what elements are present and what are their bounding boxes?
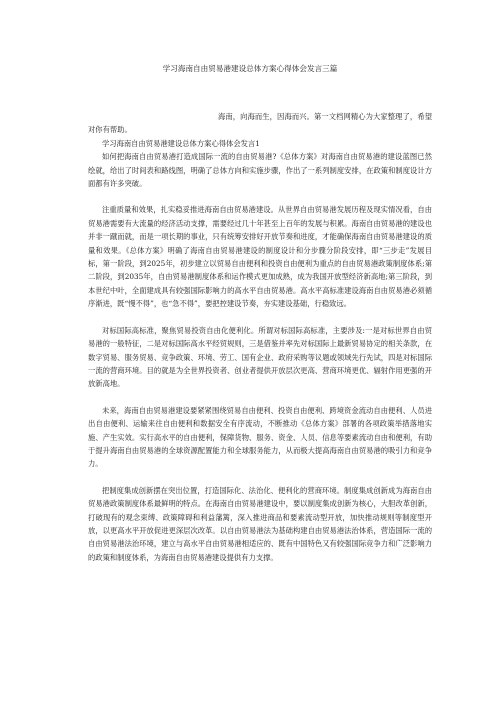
document-title: 学习海南自由贸易港建设总体方案心得体会发言三篇 bbox=[162, 64, 338, 73]
body-paragraph-5: 把制度集成创新摆在突出位置，打造国际化、法治化、便利化的营商环境。制度集成创新成为海南自由贸易港政策制度体系最鲜明的特点。在海南自由贸易港建设中，要以制度集成创新为核心，大胆改革创新，打破现有的观念束缚、政策障碍和利益藩篱，深入推进商品和要素流动型开放，加快推动规则等制度型开放，以更高水平开放促进更深层次改革。以自由贸易港法为基础构建自由贸易港法治体系，营造国际一流的自由贸易港法治环境，建立与高水平自由贸易港相适应的、既有中国特色又有较强国际竞争力和广泛影响力的政策和制度体系，为海南自由贸易港建设提供有力支撑。 bbox=[88, 485, 432, 562]
intro-paragraph: 海南，向海而生，因海而兴。第一文档网精心为大家整理了，希望对你有帮助。 bbox=[88, 112, 432, 135]
document-body bbox=[88, 110, 432, 564]
section-heading: 学习海南自由贸易港建设总体方案心得体会发言1 bbox=[102, 138, 260, 148]
body-paragraph-1: 如何把海南自由贸易港打造成国际一流的自由贸易港?《总体方案》对海南自由贸易港的建设蓝图已然绘就，给出了时间表和路线图，明确了总体方向和实施步骤，作出了一系列制度安排，在政策和制度设计方面都有许多突破。 bbox=[88, 152, 432, 189]
body-paragraph-2: 注重质量和效果，扎实稳妥推进海南自由贸易港建设。从世界自由贸易港发展历程及现实情况看，自由贸易港需要有大流量的经济活动支撑，需要经过几十年甚至上百年的发展与积累。海南自由贸易港的建设也并非一蹴而就，而是一项长期的事业，只有统筹安排好开放节奏和进度，才能确保海南自由贸易港建设的质量和效果。《总体方案》明确了海南自由贸易港建设的制度设计和分步骤分阶段安排，即“三步走”发展目标，第一阶段，到2025年，初步建立以贸易自由便利和投资自由便利为重点的自由贸易港政策制度体系;第二阶段，到2035年，自由贸易港制度体系和运作模式更加成熟，成为我国开放型经济新高地;第三阶段，到本世纪中叶，全面建成具有较强国际影响力的高水平自由贸易港。高水平高标准建设海南自由贸易港必须循序渐进，既“慢不得”，也“急不得”，要把控建设节奏，夯实建设基础，行稳致远。 bbox=[88, 205, 432, 309]
body-paragraph-4: 未来，海南自由贸易港建设要紧紧围绕贸易自由便利、投资自由便利、跨境资金流动自由便利、人员进出自由便利、运输来往自由便利和数据安全有序流动，不断推动《总体方案》部署的各项政策举措落地实施、产生实效。实行高水平的自由便利，保障货物、服务、资金、人员、信息等要素流动自由和便利，有助于提升海南自由贸易港的全球资源配置能力和全球服务能力，从而极大提高海南自由贸易港的吸引力和竞争力。 bbox=[88, 405, 432, 469]
body-paragraph-3: 对标国际高标准，聚焦贸易投资自由化便利化。所谓对标国际高标准，主要涉及:一是对标世界自由贸易港的一般特征，二是对标国际高水平经贸规则，三是借鉴并率先对标国际上最新贸易协定的相关条款，在数字贸易、服务贸易、竞争政策、环境、劳工、国有企业、政府采购等议题或领域先行先试，四是对标国际一流的营商环境。目的就是为全世界投资者、创业者提供开放层次更高、营商环境更优、辐射作用更强的开放新高地。 bbox=[88, 325, 432, 389]
